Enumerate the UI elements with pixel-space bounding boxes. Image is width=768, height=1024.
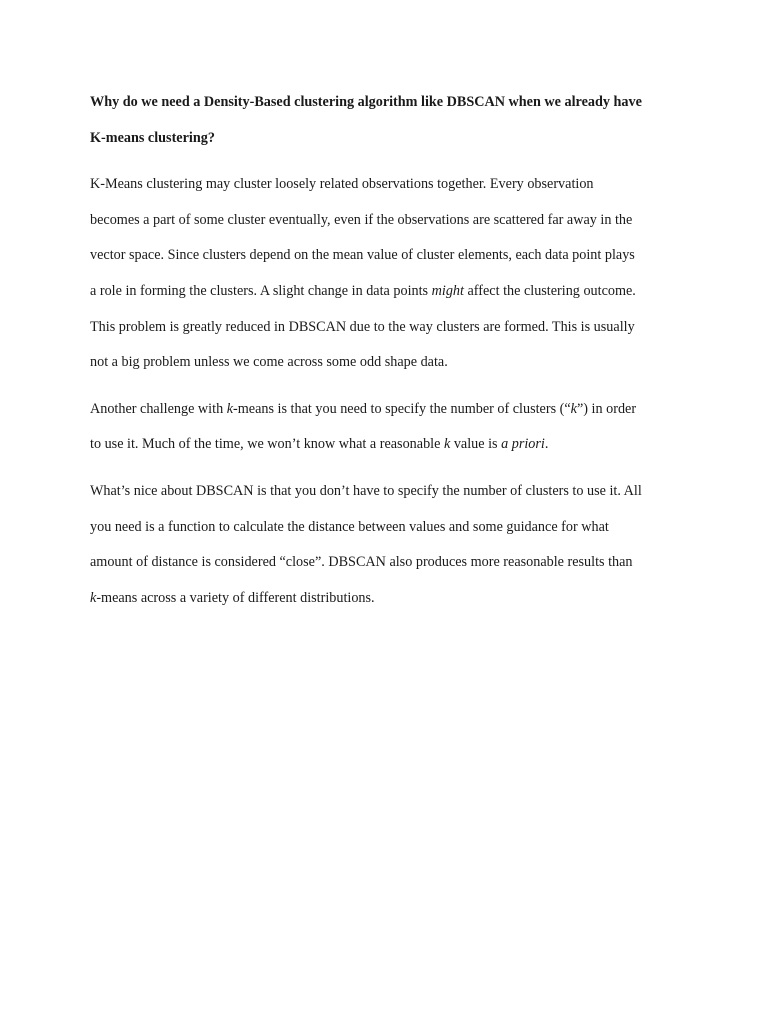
paragraph-line: not a big problem unless we come across some odd shape data. [90,354,448,371]
document-heading [90,85,700,156]
heading-line-1: Why do we need a Density-Based clustering algorithm like DBSCAN when we already have [90,94,642,110]
paragraph-line: amount of distance is considered “close”. DBSCAN also produces more reasonable results than [90,554,633,571]
text-run: -means is that you need to specify the number of clusters (“ [233,400,571,417]
paragraph-line: This problem is greatly reduced in DBSCAN due to the way clusters are formed. This is usually [90,318,635,335]
paragraph-line [90,581,700,617]
paragraph-line [90,392,700,428]
paragraph-dbscan-benefits [90,474,700,616]
text-run: ”) in order [576,400,637,417]
italic-word: k [443,436,451,453]
text-run: Another challenge with [90,400,227,417]
italic-word: k [90,589,97,606]
italic-word: a priori [501,436,545,453]
text-run: -means across a variety of different distributions. [96,589,375,606]
paragraph-line: becomes a part of some cluster eventually, even if the observations are scattered far away in the [90,211,633,228]
paragraph-line [90,427,700,463]
paragraph-line [90,274,700,310]
paragraph-line: K-Means clustering may cluster loosely related observations together. Every observation [90,176,594,193]
heading-line-2: K-means clustering? [90,129,215,146]
italic-word: might [431,282,464,299]
text-run: to use it. Much of the time, we won’t know what a reasonable [90,436,444,453]
paragraph-line: What’s nice about DBSCAN is that you don’t have to specify the number of clusters to use it. All [90,482,642,499]
text-run: a role in forming the clusters. A slight change in data points [90,282,432,299]
paragraph-line: you need is a function to calculate the distance between values and some guidance for what [90,518,609,535]
italic-word: k [570,400,577,417]
italic-word: k [226,400,234,417]
paragraph-k-challenge [90,392,700,463]
paragraph-line: vector space. Since clusters depend on the mean value of cluster elements, each data point plays [90,247,635,264]
document-page [90,85,700,627]
text-run: . [544,436,549,453]
text-run: value is [450,436,502,453]
text-run: affect the clustering outcome. [463,282,636,299]
paragraph-kmeans-weakness [90,167,700,381]
